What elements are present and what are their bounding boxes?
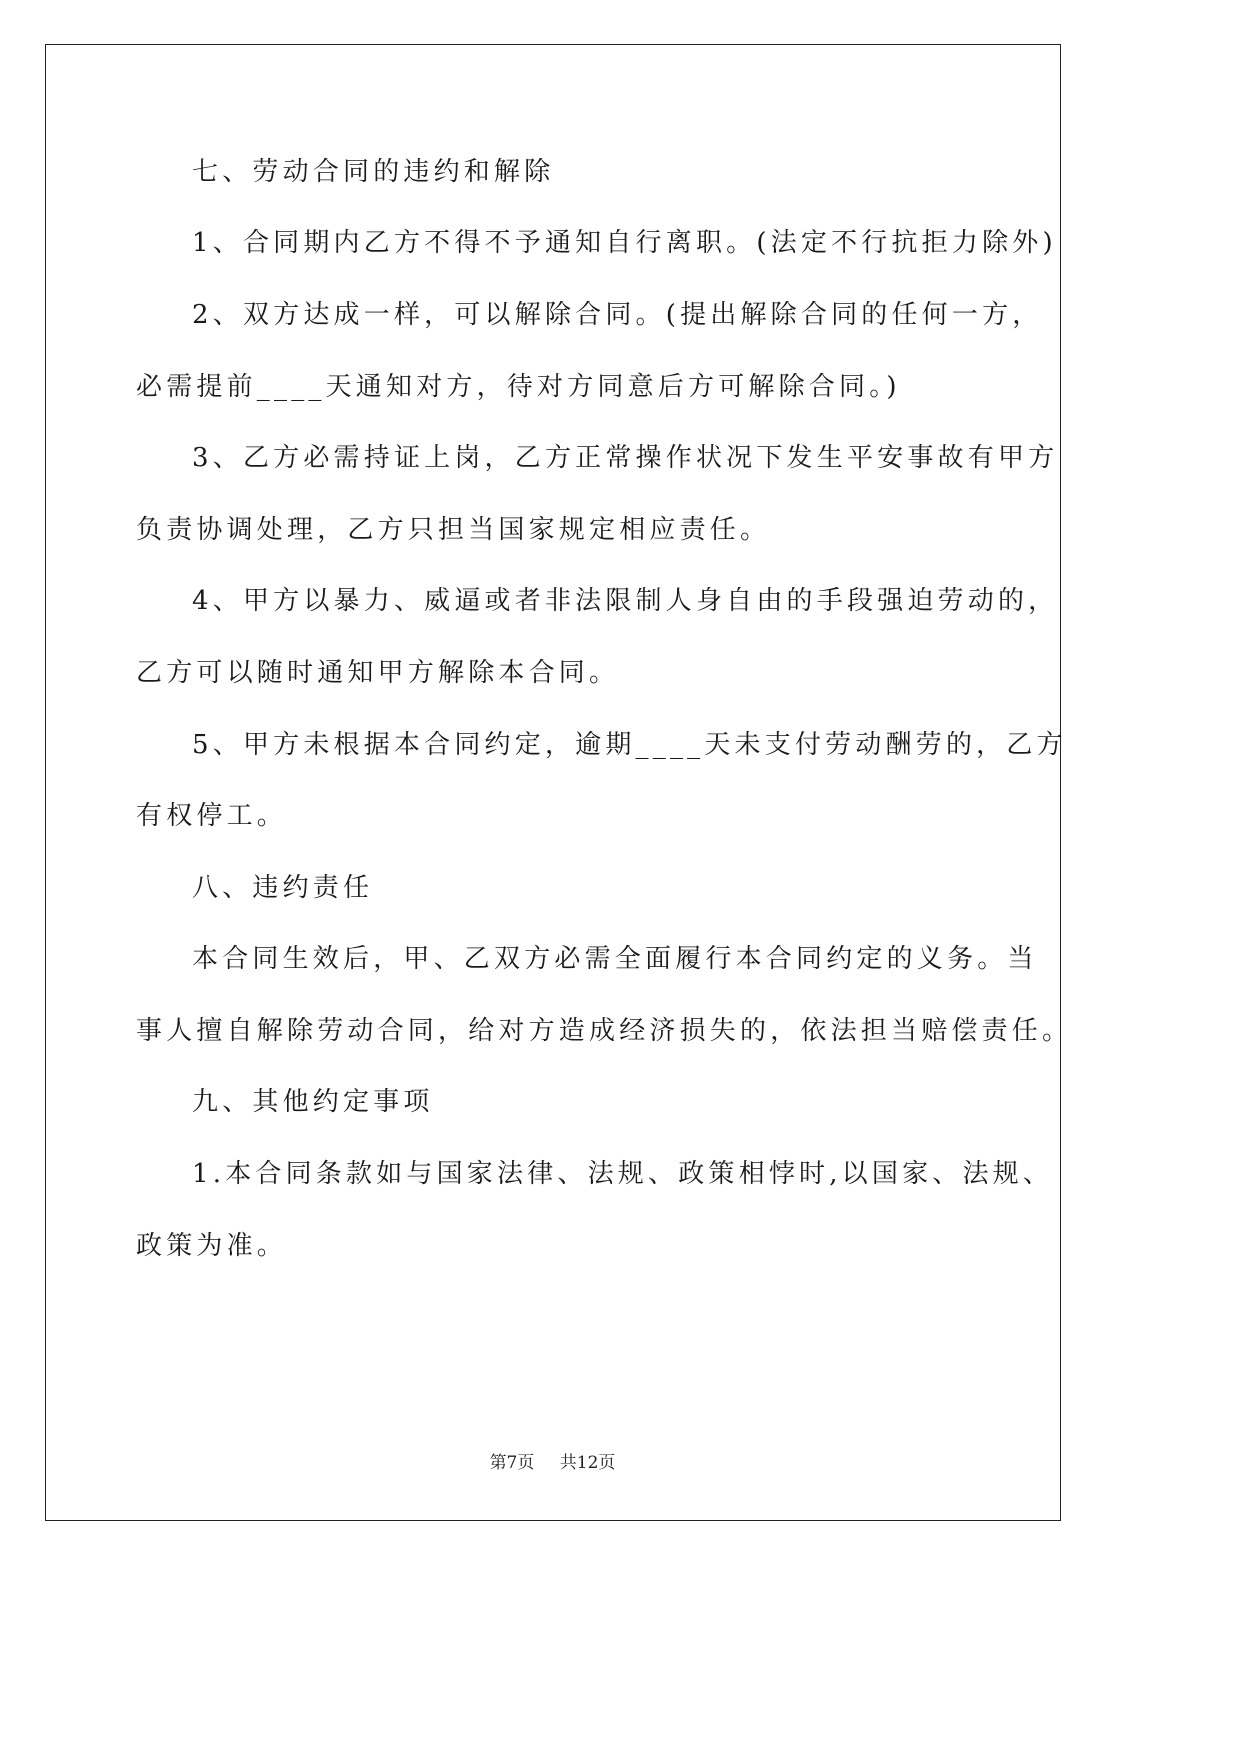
page-footer xyxy=(0,1451,1105,1475)
paragraph-line: 乙方可以随时通知甲方解除本合同。 xyxy=(136,658,620,688)
paragraph-line: 1、合同期内乙方不得不予通知自行离职。(法定不行抗拒力除外) xyxy=(192,228,1057,258)
paragraph-line: 本合同生效后，甲、乙双方必需全面履行本合同约定的义务。当 xyxy=(192,944,1038,974)
paragraph-line: 政策为准。 xyxy=(136,1231,288,1261)
paragraph-line: 有权停工。 xyxy=(136,801,288,831)
paragraph-line: 必需提前____天通知对方，待对方同意后方可解除合同。) xyxy=(136,372,901,402)
section-heading-9: 九、其他约定事项 xyxy=(192,1087,434,1117)
page-number-current: 第7页 xyxy=(489,1453,535,1473)
paragraph-line: 负责协调处理，乙方只担当国家规定相应责任。 xyxy=(136,515,771,545)
paragraph-line: 2、双方达成一样，可以解除合同。(提出解除合同的任何一方， xyxy=(192,300,1043,330)
paragraph-line: 5、甲方未根据本合同约定，逾期____天未支付劳动酬劳的，乙方 xyxy=(192,730,1067,760)
paragraph-line: 3、乙方必需持证上岗，乙方正常操作状况下发生平安事故有甲方 xyxy=(192,443,1059,473)
paragraph-line: 4、甲方以暴力、威逼或者非法限制人身自由的手段强迫劳动的， xyxy=(192,586,1059,616)
page-border xyxy=(45,44,1061,1521)
paragraph-line: 1.本合同条款如与国家法律、法规、政策相悖时,以国家、法规、 xyxy=(192,1159,1054,1189)
page-number-total: 共12页 xyxy=(559,1453,616,1473)
section-heading-8: 八、违约责任 xyxy=(192,873,374,903)
paragraph-line: 事人擅自解除劳动合同，给对方造成经济损失的，依法担当赔偿责任。 xyxy=(136,1016,1073,1046)
section-heading-7: 七、劳动合同的违约和解除 xyxy=(192,157,555,187)
